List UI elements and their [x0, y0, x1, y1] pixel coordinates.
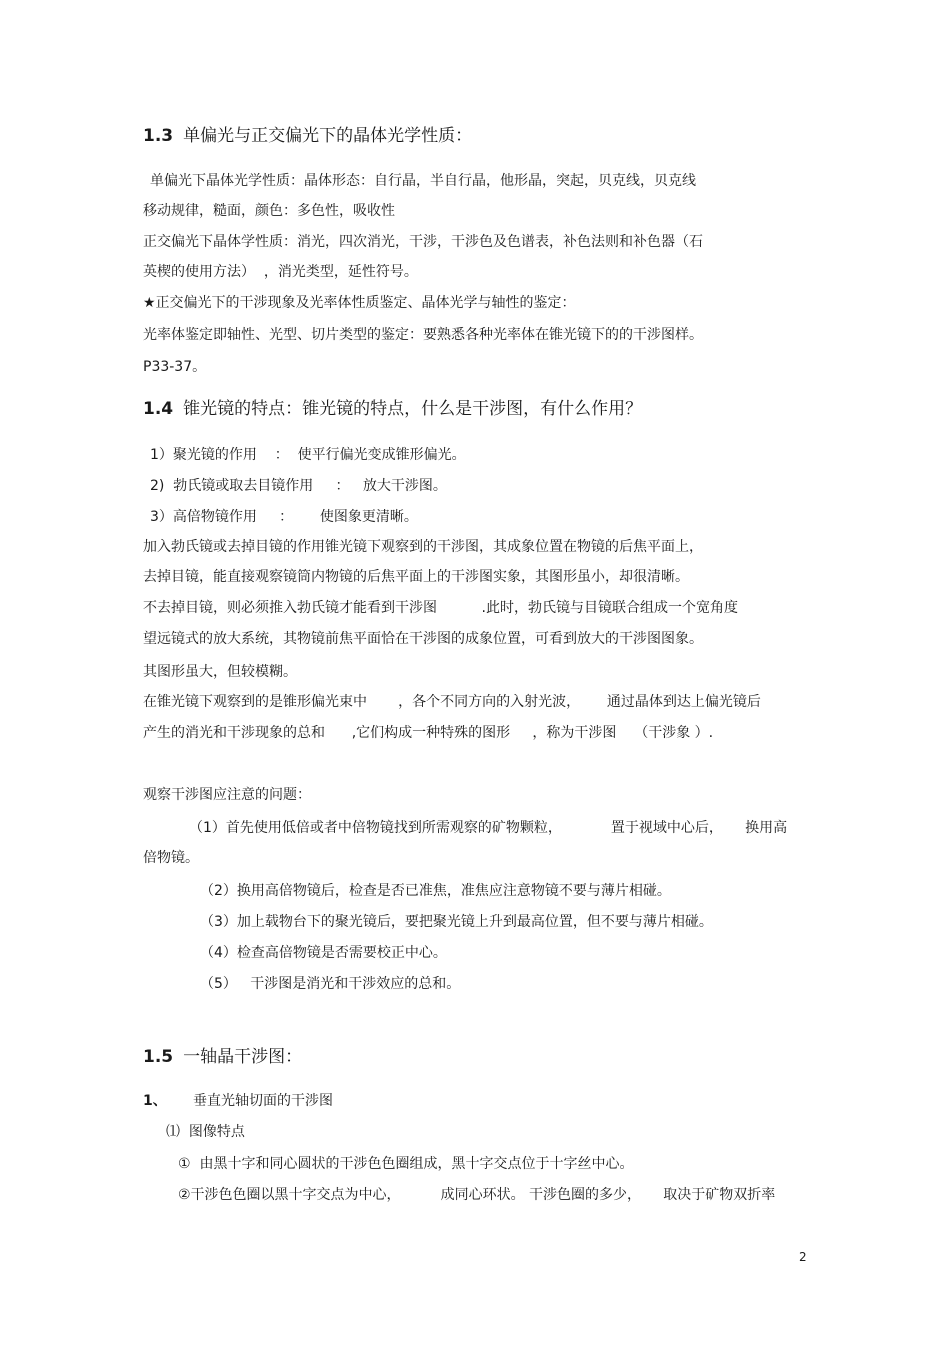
body-line: 加入勃氏镜或去掉目镜的作用锥光镜下观察到的干涉图，其成象位置在物镜的后焦平面上，	[143, 539, 703, 555]
list-item: （1）首先使用低倍或者中倍物镜找到所需观察的矿物颗粒， 置于视域中心后， 换用高	[189, 820, 788, 836]
item-number: 1、	[143, 1093, 167, 1109]
list-item: （5） 干涉图是消光和干涉效应的总和。	[200, 976, 461, 992]
body-line: 英楔的使用方法） ，消光类型，延性符号。	[143, 264, 418, 280]
section-heading-1-4	[143, 398, 642, 420]
body-line: 在锥光镜下观察到的是锥形偏光束中 ，各个不同方向的入射光波， 通过晶体到达上偏光镜后	[143, 694, 761, 710]
body-line: P33-37。	[143, 359, 207, 375]
section-title: 单偏光与正交偏光下的晶体光学性质：	[183, 126, 473, 146]
body-line: 望远镜式的放大系统，其物镜前焦平面恰在干涉图的成象位置，可看到放大的干涉图图象。	[143, 631, 703, 647]
body-line: ★正交偏光下的干涉现象及光率体性质鉴定、晶体光学与轴性的鉴定：	[143, 295, 576, 311]
list-item: 3）高倍物镜作用 ： 使图象更清晰。	[150, 509, 418, 525]
list-item: （3）加上载物台下的聚光镜后，要把聚光镜上升到最高位置，但不要与薄片相碰。	[200, 914, 713, 930]
body-line: 去掉目镜，能直接观察镜筒内物镜的后焦平面上的干涉图实象，其图形虽小，却很清晰。	[143, 569, 689, 585]
list-item: ②干涉色色圈以黑十字交点为中心， 成同心环状。 干涉色圈的多少， 取决于矿物双折率	[178, 1187, 776, 1203]
body-line: 移动规律，糙面，颜色：多色性，吸收性	[143, 203, 395, 219]
section-number: 1.3	[143, 126, 174, 146]
list-item: （2）换用高倍物镜后，检查是否已准焦，准焦应注意物镜不要与薄片相碰。	[200, 883, 671, 899]
subheading: ⑴ 图像特点	[166, 1124, 245, 1140]
list-item: ① 由黑十字和同心圆状的干涉色色圈组成，黑十字交点位于十字丝中心。	[178, 1156, 634, 1172]
body-line: 其图形虽大，但较模糊。	[143, 664, 297, 680]
subheading: 垂直光轴切面的干涉图	[193, 1093, 333, 1109]
section-heading-1-3	[143, 125, 472, 147]
list-item: （4）检查高倍物镜是否需要校正中心。	[200, 945, 447, 961]
body-line: 正交偏光下晶体学性质：消光，四次消光，干涉，干涉色及色谱表，补色法则和补色器（石	[143, 234, 703, 250]
body-line: 倍物镜。	[143, 850, 199, 866]
body-line: 光率体鉴定即轴性、光型、切片类型的鉴定：要熟悉各种光率体在锥光镜下的的干涉图样。	[143, 327, 703, 343]
section-title: 一轴晶干涉图：	[183, 1047, 303, 1067]
body-line: 不去掉目镜，则必须推入勃氏镜才能看到干涉图 .此时，勃氏镜与目镜联合组成一个宽角度	[143, 600, 738, 616]
section-heading-1-5	[143, 1046, 302, 1068]
section-number: 1.5	[143, 1047, 174, 1067]
page-number: 2	[799, 1250, 807, 1264]
section-title: 锥光镜的特点：锥光镜的特点，什么是干涉图，有什么作用？	[183, 399, 643, 419]
body-line: 产生的消光和干涉现象的总和 ,它们构成一种特殊的图形 ，称为干涉图 （干涉象 ）.	[143, 725, 714, 741]
body-line: 单偏光下晶体光学性质：晶体形态：自行晶，半自行晶，他形晶，突起，贝克线，贝克线	[150, 173, 696, 189]
body-line: 观察干涉图应注意的问题：	[143, 787, 311, 803]
section-number: 1.4	[143, 399, 174, 419]
list-item: 1）聚光镜的作用 ： 使平行偏光变成锥形偏光。	[150, 447, 466, 463]
list-item: 2) 勃氏镜或取去目镜作用 ： 放大干涉图。	[150, 478, 447, 494]
